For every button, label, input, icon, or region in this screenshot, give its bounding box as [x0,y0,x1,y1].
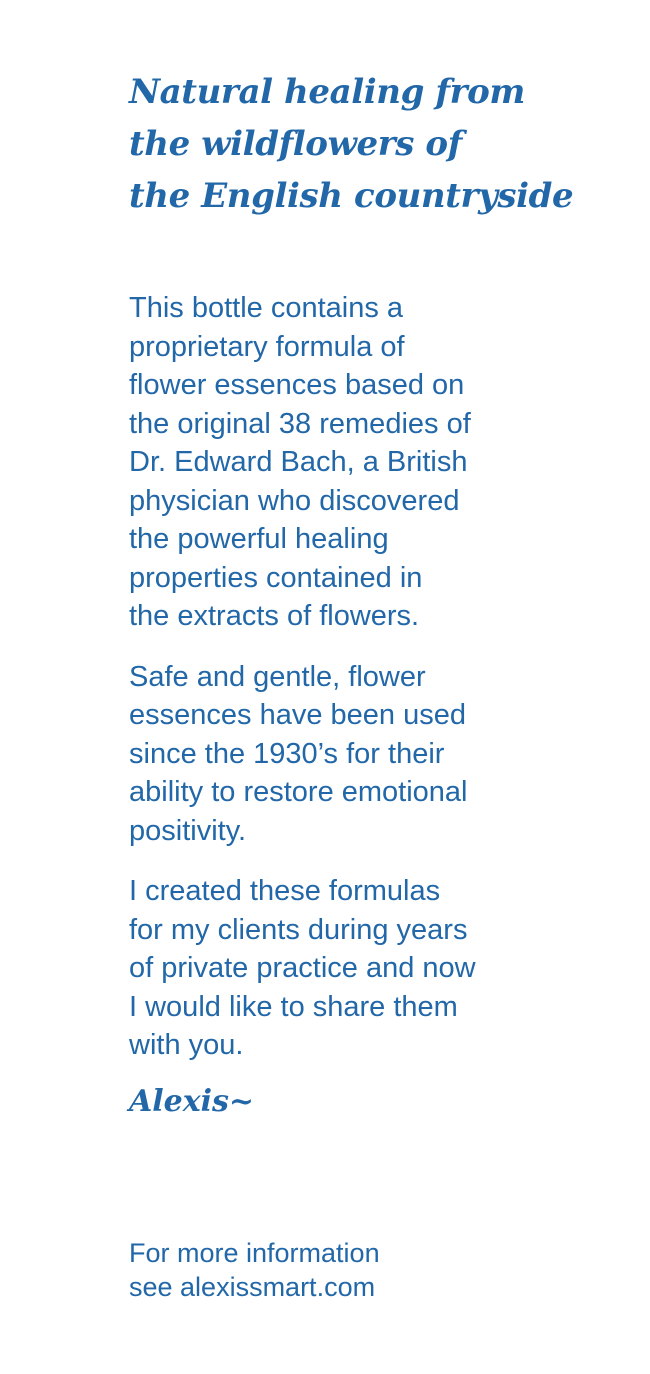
text-line: essences have been used [129,699,466,731]
text-line: I would like to share them [129,990,458,1023]
text-line: I created these formulas [129,875,441,907]
paragraph-about-formula [129,289,599,636]
text-line: positivity. [129,814,247,847]
website-link[interactable]: see alexissmart.com [129,1272,376,1302]
text-line: the extracts of flowers. [129,600,420,632]
paragraph-safe-and-gentle [129,658,599,851]
text-line: for my clients during years [129,913,468,946]
footer-info [129,1236,599,1304]
text-line: Dr. Edward Bach, a British [129,446,468,478]
body-text [129,289,599,1087]
text-line: ability to restore emotional [129,776,468,808]
text-line: the powerful healing [129,523,389,555]
headline-line: Natural healing from [129,72,525,112]
footer-line: For more information [129,1238,380,1268]
text-line: This bottle contains a [129,292,404,324]
text-line: Safe and gentle, flower [129,660,426,693]
text-line: properties contained in [129,561,423,594]
text-line: since the 1930’s for their [129,737,445,770]
text-line: proprietary formula of [129,330,405,363]
text-line: the original 38 remedies of [129,407,471,440]
headline [129,66,599,222]
headline-line: the wildflowers of [129,124,462,164]
signature: Alexis~ [129,1084,255,1119]
text-line: of private practice and now [129,952,476,984]
text-line: with you. [129,1029,244,1061]
text-line: physician who discovered [129,484,460,517]
paragraph-personal-note [129,872,599,1065]
headline-line: the English countryside [129,176,574,216]
text-line: flower essences based on [129,369,465,401]
